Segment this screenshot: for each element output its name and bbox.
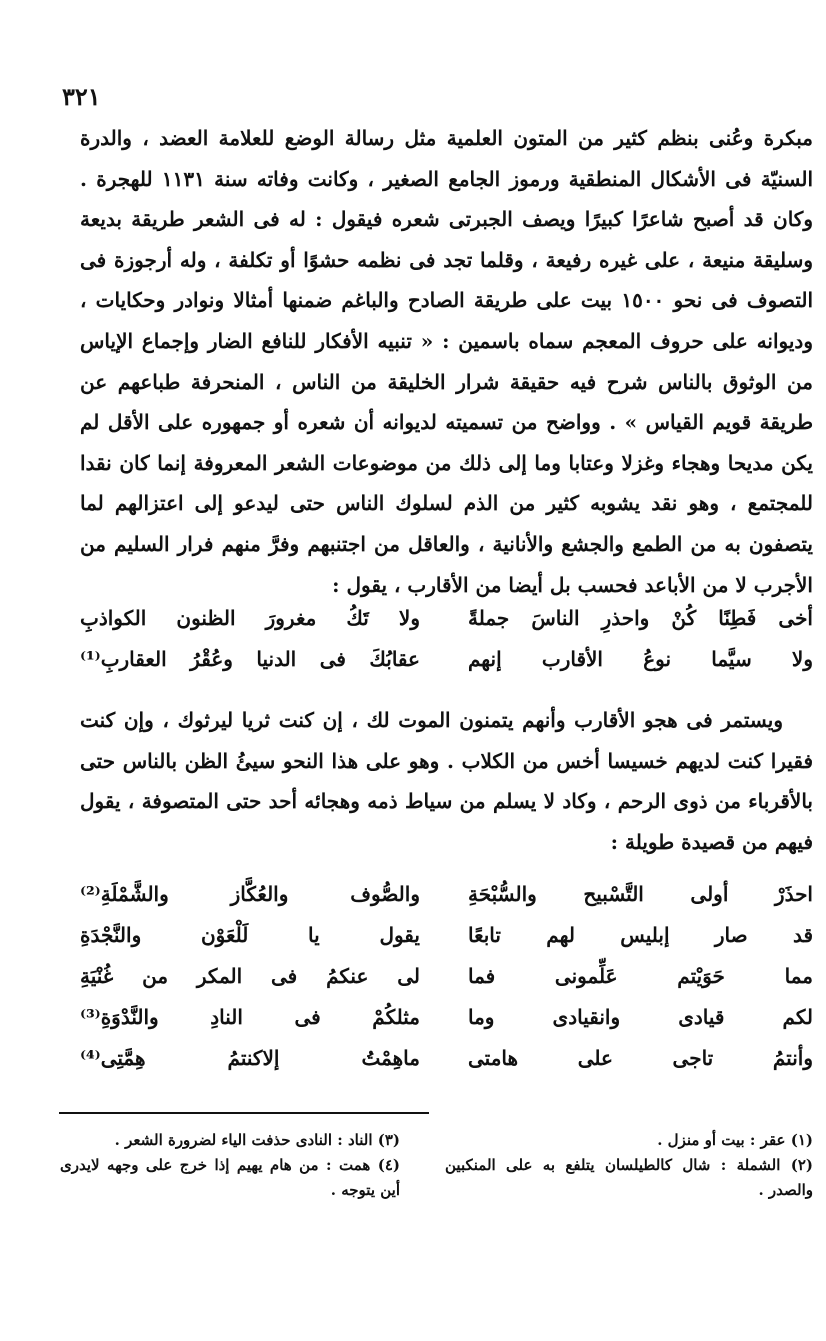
hemistich-second: ولا تَكُ مغرورَ الظنون الكواذبِ — [80, 606, 420, 630]
hemistich-first: لكم قيادى وانقيادى وما — [468, 1005, 813, 1029]
verse-line — [80, 964, 813, 1005]
verse-line — [80, 647, 813, 688]
verse-line — [80, 1005, 813, 1046]
footnotes-right-column — [445, 1128, 813, 1203]
footnote: (٢) الشملة : شال كالطيلسان يتلفع به على المنكبين والصدر . — [445, 1156, 813, 1199]
hemistich-first: أخى فَطِنًا كُنْ واحذرِ الناسَ جملةً — [468, 606, 813, 630]
footnote: (٣) الناد : النادى حذفت الياء لضرورة الشعر . — [114, 1131, 400, 1149]
hemistich-first: ولا سيَّما نوعُ الأقارب إنهم — [468, 647, 813, 671]
hemistich-second: لى عنكمُ فى المكر من غُنْيَةِ — [80, 964, 420, 988]
verse-line — [80, 923, 813, 964]
hemistich-first: احذَرْ أولى التَّسْبيح والسُّبْحَةِ — [468, 882, 813, 906]
hemistich-second: عقابُكَ فى الدنيا وعُقْرُ العقاربِ⁽¹⁾ — [80, 647, 420, 671]
hemistich-first: وأنتمُ تاجى على هامتى — [468, 1046, 813, 1070]
hemistich-second: مثلكُمْ فى النادِ والنَّدْوَةِ⁽³⁾ — [80, 1005, 420, 1029]
footnotes-left-column — [60, 1128, 400, 1203]
footnote-divider — [59, 1112, 429, 1114]
hemistich-first: قد صار إبليس لهم تابعًا — [468, 923, 813, 947]
verse-line — [80, 882, 813, 923]
hemistich-first: مما حَوَيْتم عَلِّمونى فما — [468, 964, 813, 988]
footnote: (٤) همت : من هام يهيم إذا خرج على وجهه لايدرى أين يتوجه . — [60, 1156, 400, 1199]
poem-2 — [80, 882, 813, 1087]
body-paragraph-1: مبكرة وعُنى بنظم كثير من المتون العلمية مثل رسالة الوضع للعلامة العضد ، والدرة السنيّة فى الأشكال المنطقية ورموز الجامع الصغير ، وكانت وفاته سنة ١١٣١ للهجرة . وكان قد أصبح شاعرًا كبيرًا ويصف الجبرتى شعره فيقول : له فى الشعر طريقة بديعة وسليقة منيعة ، على غيره رفيعة ، وقلما تجد فى نظمه حشوًا أو تكلفة ، وله أرجوزة فى التصوف فى نحو ١٥٠٠ بيت على طريقة الصادح والباغم ضمنها أمثالا ونوادر وحكايات ، وديوانه على حروف المعجم سماه باسمين : « تنبيه الأفكار للنافع الضار وإجماع الإياس من الوثوق بالناس شرح فيه حقيقة شرار الخليقة من الناس ، المنحرفة طباعهم عن طريقة قويم القياس » . وواضح من تسميته لديوانه أن شعره أو جمهوره على الأقل لم يكن مديحا وهجاء وغزلا وعتابا وما إلى ذلك من موضوعات الشعر المعروفة إنما كان نقدا للمجتمع ، وهو نقد يشوبه كثير من الذم لسلوك الناس حتى ليدعو إلى اعتزالهم لما يتصفون به من الطمع والجشع والأنانية ، والعاقل من اجتنبهم وفرَّ منهم فرار السليم من الأجرب لا من الأباعد فحسب بل أيضا من الأقارب ، يقول : — [80, 126, 814, 597]
body-paragraph-2: ويستمر فى هجو الأقارب وأنهم يتمنون الموت لك ، إن كنت ثريا ليرثوك ، وإن كنت فقيرا كنت لديهم خسيسا أخس من الكلاب . وهو على هذا النحو سيئُ الظن بالناس حتى بالأقرباء من ذوى الرحم ، وكاد لا يسلم من سياط ذمه وهجائه أحد حتى المتصوفة ، يقول فيهم من قصيدة طويلة : — [80, 708, 813, 854]
page-number: ٣٢١ — [62, 82, 101, 111]
verse-line — [80, 606, 813, 647]
poem-1 — [80, 606, 813, 688]
footnote: (١) عقر : بيت أو منزل . — [657, 1131, 813, 1149]
verse-line — [80, 1046, 813, 1087]
hemistich-second: يقول يا لَلْعَوْن والنَّجْدَةِ — [80, 923, 420, 947]
hemistich-second: ماهِمْتُ إلاكنتمُ هِمَّتِى⁽⁴⁾ — [80, 1046, 420, 1070]
hemistich-second: والصُّوف والعُكَّاز والشَّمْلَةِ⁽²⁾ — [80, 882, 420, 906]
